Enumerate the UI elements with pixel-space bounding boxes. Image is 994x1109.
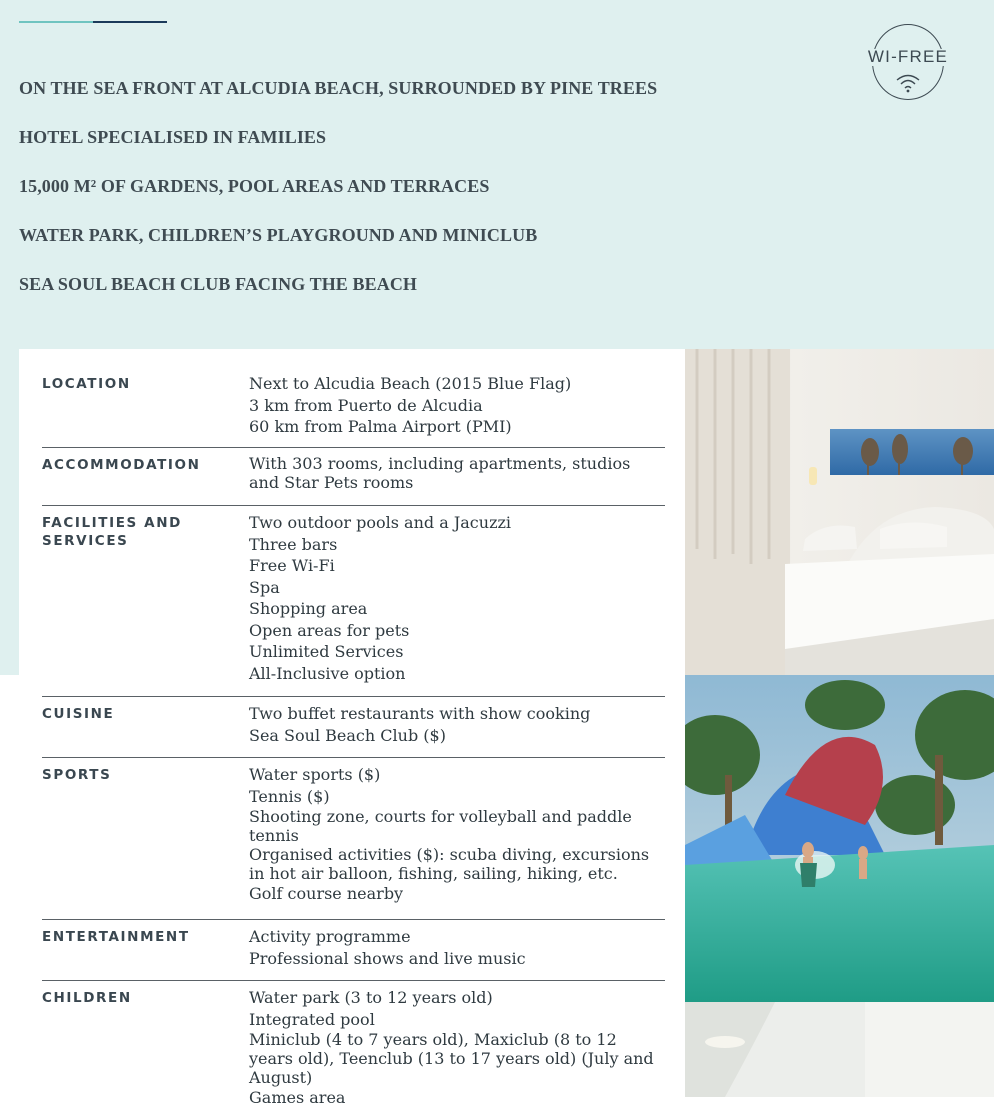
highlight-item: ON THE SEA FRONT AT ALCUDIA BEACH, SURROUNDED BY PINE TREES xyxy=(19,78,658,98)
section-details xyxy=(249,926,665,980)
detail-line: With 303 rooms, including apartments, studios and Star Pets rooms xyxy=(249,454,631,492)
section-details xyxy=(249,454,665,505)
row-entertainment xyxy=(42,920,665,981)
row-cuisine xyxy=(42,697,665,758)
info-table xyxy=(42,371,665,1107)
detail-line: Two buffet restaurants with show cooking xyxy=(249,704,591,723)
detail-line: Free Wi-Fi xyxy=(249,556,335,575)
detail-line: Sea Soul Beach Club ($) xyxy=(249,725,446,745)
highlight-item: SEA SOUL BEACH CLUB FACING THE BEACH xyxy=(19,274,418,294)
section-label: ENTERTAINMENT xyxy=(42,929,190,945)
row-children xyxy=(42,981,665,1107)
highlight-item: HOTEL SPECIALISED IN FAMILIES xyxy=(19,127,327,147)
row-accommodation xyxy=(42,448,665,506)
section-details xyxy=(249,373,665,447)
section-label: CHILDREN xyxy=(42,990,132,1006)
row-facilities xyxy=(42,506,665,697)
bedroom-photo xyxy=(685,349,994,675)
accent-line-teal xyxy=(19,21,93,23)
section-label: CUISINE xyxy=(42,706,115,722)
detail-line: Water park (3 to 12 years old) xyxy=(249,988,493,1007)
detail-line: Next to Alcudia Beach (2015 Blue Flag) xyxy=(249,374,572,393)
section-label: LOCATION xyxy=(42,376,131,392)
detail-line: Integrated pool xyxy=(249,1009,375,1029)
detail-line: Games area xyxy=(249,1088,346,1107)
detail-line: Tennis ($) xyxy=(249,786,330,806)
section-details xyxy=(249,703,665,757)
detail-line: Miniclub (4 to 7 years old), Maxiclub (8 to 12 years old), Teenclub (13 to 17 years old) (July and August) xyxy=(249,1030,654,1087)
wifi-icon xyxy=(895,72,921,94)
section-label: ACCOMMODATION xyxy=(42,457,201,473)
detail-line: 3 km from Puerto de Alcudia xyxy=(249,395,483,415)
detail-line: Water sports ($) xyxy=(249,765,381,784)
detail-line: Golf course nearby xyxy=(249,884,404,903)
row-location xyxy=(42,371,665,448)
accent-line-navy xyxy=(93,21,167,23)
badge-label: WI-FREE xyxy=(867,47,949,66)
detail-line: Professional shows and live music xyxy=(249,948,526,968)
detail-line: Unlimited Services xyxy=(249,642,404,661)
detail-line: Organised activities ($): scuba diving, excursions in hot air balloon, fishing, sailing, hiking, etc. xyxy=(249,845,650,883)
section-label: SPORTS xyxy=(42,767,112,783)
section-details xyxy=(249,512,665,696)
highlights-list xyxy=(19,76,657,321)
highlight-item: 15,000 M² OF GARDENS, POOL AREAS AND TERRACES xyxy=(19,176,490,196)
detail-line: Open areas for pets xyxy=(249,620,410,640)
section-details xyxy=(249,764,665,919)
section-details xyxy=(249,987,665,1107)
detail-line: Activity programme xyxy=(249,927,411,946)
detail-line: Three bars xyxy=(249,534,338,554)
wifi-badge xyxy=(858,24,958,104)
highlight-item: WATER PARK, CHILDREN’S PLAYGROUND AND MINICLUB xyxy=(19,225,538,245)
detail-line: Shooting zone, courts for volleyball and paddle tennis xyxy=(249,807,632,845)
detail-line: Two outdoor pools and a Jacuzzi xyxy=(249,513,512,532)
row-sports xyxy=(42,758,665,920)
section-label: FACILITIES AND SERVICES xyxy=(42,515,182,549)
detail-line: Shopping area xyxy=(249,599,368,618)
waterpark-photo xyxy=(685,675,994,1002)
detail-line: All-Inclusive option xyxy=(249,663,406,683)
interior-photo xyxy=(685,1002,994,1097)
detail-line: 60 km from Palma Airport (PMI) xyxy=(249,417,512,436)
detail-line: Spa xyxy=(249,577,280,597)
